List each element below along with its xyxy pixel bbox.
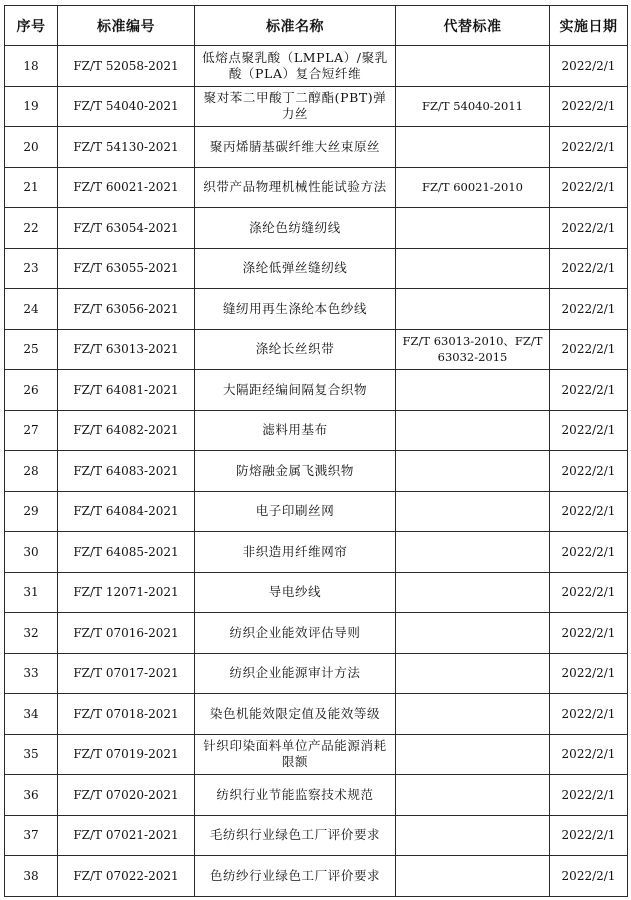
cell-replaces bbox=[396, 694, 550, 735]
table-row bbox=[5, 775, 628, 816]
cell-standard-name: 织带产品物理机械性能试验方法 bbox=[195, 167, 396, 208]
cell-standard-code: FZ/T 54130-2021 bbox=[58, 127, 195, 168]
table-row bbox=[5, 329, 628, 370]
cell-implementation-date: 2022/2/1 bbox=[550, 694, 628, 735]
cell-standard-name: 非织造用纤维网帘 bbox=[195, 532, 396, 573]
table-row bbox=[5, 86, 628, 127]
cell-implementation-date: 2022/2/1 bbox=[550, 127, 628, 168]
cell-standard-name: 低熔点聚乳酸（LMPLA）/聚乳酸（PLA）复合短纤维 bbox=[195, 46, 396, 87]
cell-seq: 23 bbox=[5, 248, 58, 289]
table-header bbox=[5, 6, 628, 46]
cell-replaces bbox=[396, 734, 550, 775]
cell-standard-name: 大隔距经编间隔复合织物 bbox=[195, 370, 396, 411]
cell-standard-code: FZ/T 64081-2021 bbox=[58, 370, 195, 411]
cell-seq: 37 bbox=[5, 815, 58, 856]
cell-standard-name: 染色机能效限定值及能效等级 bbox=[195, 694, 396, 735]
cell-standard-name: 色纺纱行业绿色工厂评价要求 bbox=[195, 856, 396, 897]
cell-implementation-date: 2022/2/1 bbox=[550, 613, 628, 654]
cell-implementation-date: 2022/2/1 bbox=[550, 775, 628, 816]
cell-replaces bbox=[396, 856, 550, 897]
header-standard-code: 标准编号 bbox=[58, 6, 195, 46]
cell-standard-name: 涤纶色纺缝纫线 bbox=[195, 208, 396, 249]
cell-seq: 30 bbox=[5, 532, 58, 573]
cell-replaces bbox=[396, 289, 550, 330]
cell-seq: 18 bbox=[5, 46, 58, 87]
cell-seq: 32 bbox=[5, 613, 58, 654]
table-row bbox=[5, 694, 628, 735]
cell-seq: 33 bbox=[5, 653, 58, 694]
cell-implementation-date: 2022/2/1 bbox=[550, 208, 628, 249]
cell-standard-code: FZ/T 64083-2021 bbox=[58, 451, 195, 492]
cell-standard-name: 纺织行业节能监察技术规范 bbox=[195, 775, 396, 816]
cell-standard-name: 防熔融金属飞溅织物 bbox=[195, 451, 396, 492]
cell-implementation-date: 2022/2/1 bbox=[550, 815, 628, 856]
cell-seq: 29 bbox=[5, 491, 58, 532]
cell-standard-code: FZ/T 07017-2021 bbox=[58, 653, 195, 694]
cell-implementation-date: 2022/2/1 bbox=[550, 329, 628, 370]
cell-seq: 26 bbox=[5, 370, 58, 411]
cell-standard-code: FZ/T 64082-2021 bbox=[58, 410, 195, 451]
table-row bbox=[5, 572, 628, 613]
cell-seq: 25 bbox=[5, 329, 58, 370]
cell-replaces bbox=[396, 491, 550, 532]
cell-replaces bbox=[396, 208, 550, 249]
table-row bbox=[5, 208, 628, 249]
cell-seq: 38 bbox=[5, 856, 58, 897]
header-row bbox=[5, 6, 628, 46]
table-row bbox=[5, 46, 628, 87]
cell-replaces: FZ/T 63013-2010、FZ/T 63032-2015 bbox=[396, 329, 550, 370]
cell-replaces bbox=[396, 451, 550, 492]
cell-seq: 21 bbox=[5, 167, 58, 208]
cell-seq: 36 bbox=[5, 775, 58, 816]
cell-implementation-date: 2022/2/1 bbox=[550, 572, 628, 613]
cell-standard-code: FZ/T 07022-2021 bbox=[58, 856, 195, 897]
table-row bbox=[5, 410, 628, 451]
table-row bbox=[5, 653, 628, 694]
table-row bbox=[5, 167, 628, 208]
table-row bbox=[5, 127, 628, 168]
cell-implementation-date: 2022/2/1 bbox=[550, 86, 628, 127]
cell-seq: 27 bbox=[5, 410, 58, 451]
cell-replaces bbox=[396, 46, 550, 87]
cell-standard-code: FZ/T 07016-2021 bbox=[58, 613, 195, 654]
header-implementation-date: 实施日期 bbox=[550, 6, 628, 46]
cell-standard-code: FZ/T 64085-2021 bbox=[58, 532, 195, 573]
cell-replaces bbox=[396, 572, 550, 613]
cell-standard-name: 聚对苯二甲酸丁二醇酯(PBT)弹力丝 bbox=[195, 86, 396, 127]
cell-standard-name: 滤料用基布 bbox=[195, 410, 396, 451]
cell-implementation-date: 2022/2/1 bbox=[550, 410, 628, 451]
cell-implementation-date: 2022/2/1 bbox=[550, 856, 628, 897]
table-row bbox=[5, 856, 628, 897]
cell-implementation-date: 2022/2/1 bbox=[550, 734, 628, 775]
cell-standard-code: FZ/T 52058-2021 bbox=[58, 46, 195, 87]
cell-replaces bbox=[396, 532, 550, 573]
cell-standard-name: 聚丙烯腈基碳纤维大丝束原丝 bbox=[195, 127, 396, 168]
cell-seq: 20 bbox=[5, 127, 58, 168]
cell-seq: 24 bbox=[5, 289, 58, 330]
table-body bbox=[5, 46, 628, 897]
cell-implementation-date: 2022/2/1 bbox=[550, 46, 628, 87]
cell-replaces bbox=[396, 248, 550, 289]
table-row bbox=[5, 734, 628, 775]
cell-standard-name: 电子印刷丝网 bbox=[195, 491, 396, 532]
cell-standard-code: FZ/T 64084-2021 bbox=[58, 491, 195, 532]
cell-replaces bbox=[396, 410, 550, 451]
cell-standard-code: FZ/T 63013-2021 bbox=[58, 329, 195, 370]
cell-implementation-date: 2022/2/1 bbox=[550, 532, 628, 573]
cell-standard-code: FZ/T 60021-2021 bbox=[58, 167, 195, 208]
cell-standard-name: 涤纶长丝织带 bbox=[195, 329, 396, 370]
cell-replaces bbox=[396, 653, 550, 694]
cell-replaces bbox=[396, 613, 550, 654]
cell-seq: 22 bbox=[5, 208, 58, 249]
header-seq: 序号 bbox=[5, 6, 58, 46]
table-row bbox=[5, 815, 628, 856]
header-replaces: 代替标准 bbox=[396, 6, 550, 46]
cell-standard-code: FZ/T 07021-2021 bbox=[58, 815, 195, 856]
cell-standard-name: 导电纱线 bbox=[195, 572, 396, 613]
cell-seq: 34 bbox=[5, 694, 58, 735]
cell-standard-code: FZ/T 12071-2021 bbox=[58, 572, 195, 613]
cell-implementation-date: 2022/2/1 bbox=[550, 451, 628, 492]
cell-replaces bbox=[396, 775, 550, 816]
cell-standard-code: FZ/T 07020-2021 bbox=[58, 775, 195, 816]
cell-implementation-date: 2022/2/1 bbox=[550, 289, 628, 330]
table-row bbox=[5, 613, 628, 654]
table-row bbox=[5, 532, 628, 573]
cell-seq: 28 bbox=[5, 451, 58, 492]
table-row bbox=[5, 248, 628, 289]
cell-implementation-date: 2022/2/1 bbox=[550, 248, 628, 289]
cell-replaces bbox=[396, 815, 550, 856]
cell-seq: 19 bbox=[5, 86, 58, 127]
cell-standard-name: 缝纫用再生涤纶本色纱线 bbox=[195, 289, 396, 330]
cell-replaces bbox=[396, 127, 550, 168]
table-row bbox=[5, 451, 628, 492]
cell-implementation-date: 2022/2/1 bbox=[550, 491, 628, 532]
cell-implementation-date: 2022/2/1 bbox=[550, 653, 628, 694]
cell-implementation-date: 2022/2/1 bbox=[550, 167, 628, 208]
table-row bbox=[5, 289, 628, 330]
cell-standard-name: 针织印染面料单位产品能源消耗限额 bbox=[195, 734, 396, 775]
cell-standard-code: FZ/T 07018-2021 bbox=[58, 694, 195, 735]
cell-standard-code: FZ/T 63056-2021 bbox=[58, 289, 195, 330]
cell-standard-code: FZ/T 63054-2021 bbox=[58, 208, 195, 249]
cell-standard-code: FZ/T 63055-2021 bbox=[58, 248, 195, 289]
table-row bbox=[5, 370, 628, 411]
cell-seq: 35 bbox=[5, 734, 58, 775]
table-row bbox=[5, 491, 628, 532]
cell-replaces: FZ/T 54040-2011 bbox=[396, 86, 550, 127]
cell-standard-code: FZ/T 07019-2021 bbox=[58, 734, 195, 775]
cell-standard-name: 纺织企业能源审计方法 bbox=[195, 653, 396, 694]
header-standard-name: 标准名称 bbox=[195, 6, 396, 46]
cell-standard-name: 涤纶低弹丝缝纫线 bbox=[195, 248, 396, 289]
cell-replaces: FZ/T 60021-2010 bbox=[396, 167, 550, 208]
standards-table bbox=[4, 5, 628, 897]
cell-standard-code: FZ/T 54040-2021 bbox=[58, 86, 195, 127]
cell-implementation-date: 2022/2/1 bbox=[550, 370, 628, 411]
cell-standard-name: 纺织企业能效评估导则 bbox=[195, 613, 396, 654]
cell-seq: 31 bbox=[5, 572, 58, 613]
cell-standard-name: 毛纺织行业绿色工厂评价要求 bbox=[195, 815, 396, 856]
cell-replaces bbox=[396, 370, 550, 411]
